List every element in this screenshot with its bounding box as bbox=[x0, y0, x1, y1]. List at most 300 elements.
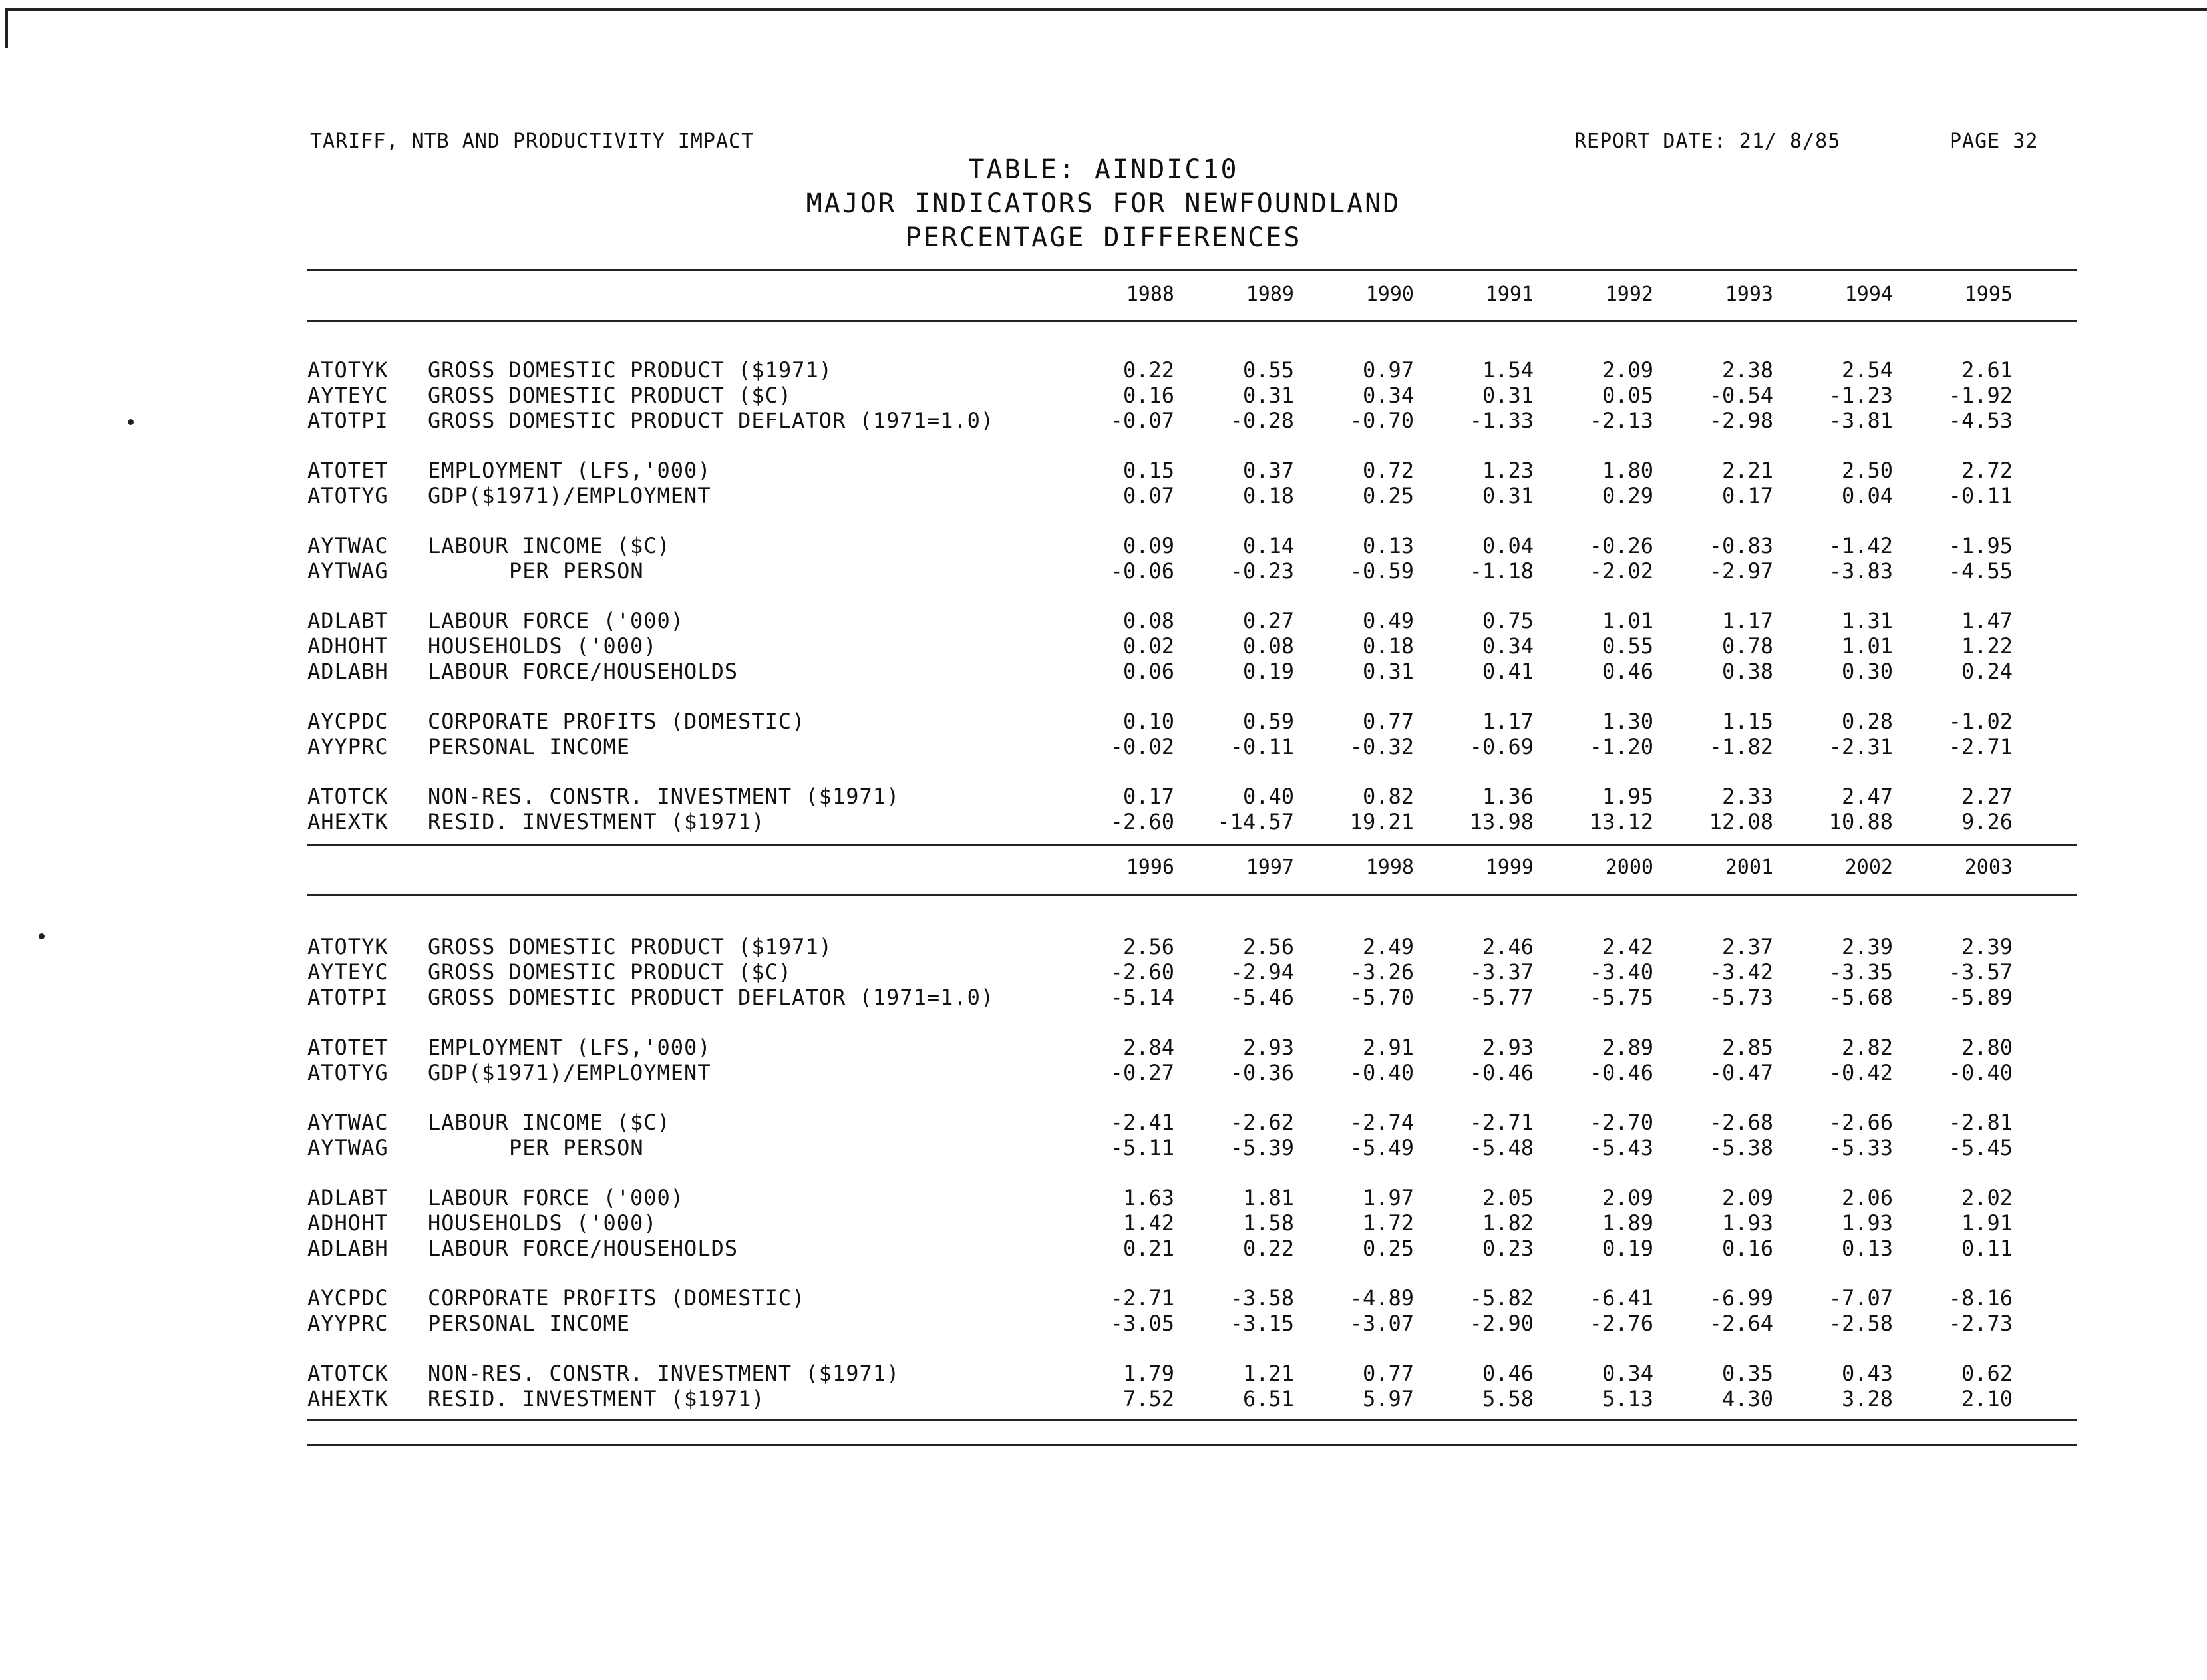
indicator-label: LABOUR FORCE/HOUSEHOLDS bbox=[428, 1236, 739, 1261]
indicator-code: AHEXTK bbox=[307, 809, 389, 834]
value-cell: 0.21 bbox=[1122, 1236, 1174, 1261]
value-cell: 13.12 bbox=[1589, 809, 1653, 834]
value-cell: -5.77 bbox=[1469, 985, 1534, 1010]
indicator-label: PERSONAL INCOME bbox=[428, 1311, 630, 1336]
value-cell: 2.85 bbox=[1721, 1035, 1773, 1060]
value-cell: -5.49 bbox=[1349, 1135, 1414, 1160]
value-cell: 0.43 bbox=[1841, 1361, 1893, 1386]
value-cell: -0.40 bbox=[1349, 1060, 1414, 1085]
value-cell: -0.54 bbox=[1709, 383, 1773, 408]
value-cell: -1.02 bbox=[1948, 709, 2013, 734]
value-cell: -5.43 bbox=[1589, 1135, 1653, 1160]
value-cell: -6.99 bbox=[1709, 1285, 1773, 1311]
indicator-code: AYTWAC bbox=[307, 533, 389, 558]
value-cell: 1.36 bbox=[1482, 784, 1534, 809]
indicator-code: ATOTPI bbox=[307, 408, 389, 433]
year-header-row bbox=[0, 856, 2207, 882]
value-cell: -1.18 bbox=[1469, 558, 1534, 584]
indicator-code: ADLABH bbox=[307, 659, 389, 684]
indicator-label: PER PERSON bbox=[509, 558, 644, 584]
value-cell: -0.11 bbox=[1948, 483, 2013, 508]
value-cell: 0.14 bbox=[1242, 533, 1294, 558]
table-row bbox=[0, 1236, 2207, 1260]
table-row bbox=[0, 734, 2207, 758]
value-cell: 2.37 bbox=[1721, 934, 1773, 959]
value-cell: 1.93 bbox=[1841, 1210, 1893, 1236]
value-cell: 1.54 bbox=[1482, 357, 1534, 383]
value-cell: -0.47 bbox=[1709, 1060, 1773, 1085]
indicator-label: GDP($1971)/EMPLOYMENT bbox=[428, 1060, 711, 1085]
value-cell: -0.40 bbox=[1948, 1060, 2013, 1085]
indicator-label: PERSONAL INCOME bbox=[428, 734, 630, 759]
table-title: TABLE: AINDIC10 bbox=[968, 154, 1239, 185]
value-cell: -3.05 bbox=[1110, 1311, 1174, 1336]
value-cell: -5.75 bbox=[1589, 985, 1653, 1010]
table-row bbox=[0, 809, 2207, 833]
indicator-label: NON-RES. CONSTR. INVESTMENT ($1971) bbox=[428, 1361, 900, 1386]
table-row bbox=[0, 1060, 2207, 1084]
value-cell: 0.97 bbox=[1362, 357, 1414, 383]
value-cell: 1.82 bbox=[1482, 1210, 1534, 1236]
indicator-code: AYTEYC bbox=[307, 959, 389, 985]
value-cell: 2.56 bbox=[1122, 934, 1174, 959]
value-cell: 0.24 bbox=[1961, 659, 2013, 684]
value-cell: 2.42 bbox=[1602, 934, 1653, 959]
table-row bbox=[0, 458, 2207, 482]
value-cell: -0.42 bbox=[1828, 1060, 1893, 1085]
value-cell: 0.06 bbox=[1122, 659, 1174, 684]
value-cell: 0.31 bbox=[1482, 383, 1534, 408]
value-cell: -0.46 bbox=[1589, 1060, 1653, 1085]
value-cell: 0.62 bbox=[1961, 1361, 2013, 1386]
value-cell: 0.05 bbox=[1602, 383, 1653, 408]
value-cell: 9.26 bbox=[1961, 809, 2013, 834]
value-cell: 0.04 bbox=[1841, 483, 1893, 508]
table-rule bbox=[307, 1419, 2077, 1421]
table-row bbox=[0, 558, 2207, 582]
indicator-label: LABOUR INCOME ($C) bbox=[428, 533, 671, 558]
value-cell: 1.63 bbox=[1122, 1185, 1174, 1210]
value-cell: 2.93 bbox=[1242, 1035, 1294, 1060]
value-cell: 2.10 bbox=[1961, 1386, 2013, 1411]
value-cell: 0.31 bbox=[1362, 659, 1414, 684]
value-cell: 0.28 bbox=[1841, 709, 1893, 734]
year-header: 1989 bbox=[1246, 283, 1294, 306]
value-cell: 0.59 bbox=[1242, 709, 1294, 734]
value-cell: -5.39 bbox=[1230, 1135, 1294, 1160]
indicator-label: LABOUR FORCE ('000) bbox=[428, 608, 685, 633]
table-row bbox=[0, 483, 2207, 507]
value-cell: 0.19 bbox=[1602, 1236, 1653, 1261]
year-header: 1988 bbox=[1126, 283, 1174, 306]
value-cell: 0.75 bbox=[1482, 608, 1534, 633]
table-row bbox=[0, 1285, 2207, 1309]
value-cell: 2.05 bbox=[1482, 1185, 1534, 1210]
value-cell: 1.42 bbox=[1122, 1210, 1174, 1236]
value-cell: 2.09 bbox=[1602, 1185, 1653, 1210]
indicator-code: AYTWAC bbox=[307, 1110, 389, 1135]
value-cell: 0.18 bbox=[1242, 483, 1294, 508]
value-cell: -5.73 bbox=[1709, 985, 1773, 1010]
value-cell: 2.38 bbox=[1721, 357, 1773, 383]
value-cell: 2.49 bbox=[1362, 934, 1414, 959]
value-cell: -14.57 bbox=[1217, 809, 1294, 834]
indicator-label: GROSS DOMESTIC PRODUCT DEFLATOR (1971=1.0) bbox=[428, 408, 995, 433]
value-cell: -0.59 bbox=[1349, 558, 1414, 584]
indicator-code: ATOTYG bbox=[307, 1060, 389, 1085]
value-cell: -8.16 bbox=[1948, 1285, 2013, 1311]
value-cell: 0.31 bbox=[1482, 483, 1534, 508]
value-cell: -0.26 bbox=[1589, 533, 1653, 558]
year-header: 2000 bbox=[1605, 856, 1653, 879]
value-cell: -3.26 bbox=[1349, 959, 1414, 985]
value-cell: 0.11 bbox=[1961, 1236, 2013, 1261]
indicator-label: CORPORATE PROFITS (DOMESTIC) bbox=[428, 709, 806, 734]
indicator-label: LABOUR FORCE ('000) bbox=[428, 1185, 685, 1210]
value-cell: -2.68 bbox=[1709, 1110, 1773, 1135]
indicator-label: RESID. INVESTMENT ($1971) bbox=[428, 1386, 765, 1411]
value-cell: 1.23 bbox=[1482, 458, 1534, 483]
value-cell: 2.39 bbox=[1841, 934, 1893, 959]
value-cell: 0.34 bbox=[1482, 633, 1534, 659]
indicator-label: GROSS DOMESTIC PRODUCT ($C) bbox=[428, 383, 792, 408]
indicator-code: ADHOHT bbox=[307, 633, 389, 659]
value-cell: 0.15 bbox=[1122, 458, 1174, 483]
year-header: 2002 bbox=[1844, 856, 1893, 879]
indicator-label: GDP($1971)/EMPLOYMENT bbox=[428, 483, 711, 508]
value-cell: -2.41 bbox=[1110, 1110, 1174, 1135]
value-cell: -3.35 bbox=[1828, 959, 1893, 985]
year-header: 2003 bbox=[1964, 856, 2013, 879]
indicator-code: ATOTET bbox=[307, 458, 389, 483]
value-cell: 1.21 bbox=[1242, 1361, 1294, 1386]
value-cell: 2.72 bbox=[1961, 458, 2013, 483]
value-cell: 13.98 bbox=[1469, 809, 1534, 834]
value-cell: 0.29 bbox=[1602, 483, 1653, 508]
value-cell: 1.79 bbox=[1122, 1361, 1174, 1386]
indicator-code: AYTWAG bbox=[307, 1135, 389, 1160]
value-cell: 1.47 bbox=[1961, 608, 2013, 633]
value-cell: -5.70 bbox=[1349, 985, 1414, 1010]
indicator-code: ADLABT bbox=[307, 1185, 389, 1210]
year-header: 1995 bbox=[1964, 283, 2013, 306]
value-cell: -1.33 bbox=[1469, 408, 1534, 433]
value-cell: 2.27 bbox=[1961, 784, 2013, 809]
value-cell: 1.81 bbox=[1242, 1185, 1294, 1210]
value-cell: -2.60 bbox=[1110, 959, 1174, 985]
table-row bbox=[0, 709, 2207, 733]
value-cell: 0.17 bbox=[1721, 483, 1773, 508]
value-cell: 0.02 bbox=[1122, 633, 1174, 659]
value-cell: -0.36 bbox=[1230, 1060, 1294, 1085]
table-row bbox=[0, 633, 2207, 657]
value-cell: 10.88 bbox=[1828, 809, 1893, 834]
year-header: 1997 bbox=[1246, 856, 1294, 879]
value-cell: -2.71 bbox=[1110, 1285, 1174, 1311]
value-cell: -1.82 bbox=[1709, 734, 1773, 759]
value-cell: -2.90 bbox=[1469, 1311, 1534, 1336]
year-header-row bbox=[0, 283, 2207, 309]
value-cell: 0.77 bbox=[1362, 709, 1414, 734]
value-cell: -1.20 bbox=[1589, 734, 1653, 759]
indicator-code: AYTEYC bbox=[307, 383, 389, 408]
value-cell: -2.60 bbox=[1110, 809, 1174, 834]
value-cell: 0.10 bbox=[1122, 709, 1174, 734]
value-cell: -0.27 bbox=[1110, 1060, 1174, 1085]
value-cell: -0.23 bbox=[1230, 558, 1294, 584]
value-cell: 2.80 bbox=[1961, 1035, 2013, 1060]
indicator-label: HOUSEHOLDS ('000) bbox=[428, 633, 657, 659]
value-cell: 0.55 bbox=[1602, 633, 1653, 659]
indicator-label: CORPORATE PROFITS (DOMESTIC) bbox=[428, 1285, 806, 1311]
value-cell: -5.89 bbox=[1948, 985, 2013, 1010]
value-cell: -1.23 bbox=[1828, 383, 1893, 408]
indicator-label: LABOUR INCOME ($C) bbox=[428, 1110, 671, 1135]
value-cell: 0.30 bbox=[1841, 659, 1893, 684]
table-subtitle: MAJOR INDICATORS FOR NEWFOUNDLAND bbox=[806, 188, 1401, 219]
table-row bbox=[0, 357, 2207, 381]
indicator-code: ADHOHT bbox=[307, 1210, 389, 1236]
scan-left-border bbox=[5, 8, 8, 48]
page-number: PAGE 32 bbox=[1950, 130, 2039, 153]
value-cell: 0.49 bbox=[1362, 608, 1414, 633]
table-row bbox=[0, 608, 2207, 632]
indicator-label: PER PERSON bbox=[509, 1135, 644, 1160]
value-cell: 1.97 bbox=[1362, 1185, 1414, 1210]
indicator-code: AYTWAG bbox=[307, 558, 389, 584]
value-cell: 19.21 bbox=[1349, 809, 1414, 834]
value-cell: 1.91 bbox=[1961, 1210, 2013, 1236]
value-cell: -7.07 bbox=[1828, 1285, 1893, 1311]
value-cell: 1.58 bbox=[1242, 1210, 1294, 1236]
value-cell: -2.13 bbox=[1589, 408, 1653, 433]
table-row bbox=[0, 1110, 2207, 1134]
value-cell: 0.07 bbox=[1122, 483, 1174, 508]
table-row bbox=[0, 1361, 2207, 1385]
value-cell: -1.92 bbox=[1948, 383, 2013, 408]
table-row bbox=[0, 383, 2207, 407]
value-cell: -2.70 bbox=[1589, 1110, 1653, 1135]
report-heading: TARIFF, NTB AND PRODUCTIVITY IMPACT bbox=[310, 130, 755, 153]
value-cell: -0.07 bbox=[1110, 408, 1174, 433]
value-cell: -3.42 bbox=[1709, 959, 1773, 985]
value-cell: 0.16 bbox=[1721, 1236, 1773, 1261]
value-cell: 2.82 bbox=[1841, 1035, 1893, 1060]
value-cell: 1.31 bbox=[1841, 608, 1893, 633]
value-cell: 0.18 bbox=[1362, 633, 1414, 659]
value-cell: 0.25 bbox=[1362, 1236, 1414, 1261]
indicator-label: LABOUR FORCE/HOUSEHOLDS bbox=[428, 659, 739, 684]
value-cell: 0.34 bbox=[1602, 1361, 1653, 1386]
value-cell: 5.97 bbox=[1362, 1386, 1414, 1411]
value-cell: 0.16 bbox=[1122, 383, 1174, 408]
value-cell: 4.30 bbox=[1721, 1386, 1773, 1411]
value-cell: 2.47 bbox=[1841, 784, 1893, 809]
value-cell: 3.28 bbox=[1841, 1386, 1893, 1411]
value-cell: -3.83 bbox=[1828, 558, 1893, 584]
indicator-code: ATOTET bbox=[307, 1035, 389, 1060]
value-cell: -2.71 bbox=[1469, 1110, 1534, 1135]
value-cell: -3.40 bbox=[1589, 959, 1653, 985]
year-header: 1994 bbox=[1844, 283, 1893, 306]
value-cell: 2.84 bbox=[1122, 1035, 1174, 1060]
value-cell: 6.51 bbox=[1242, 1386, 1294, 1411]
value-cell: -2.62 bbox=[1230, 1110, 1294, 1135]
value-cell: -3.15 bbox=[1230, 1311, 1294, 1336]
value-cell: 1.89 bbox=[1602, 1210, 1653, 1236]
value-cell: -5.46 bbox=[1230, 985, 1294, 1010]
table-rule bbox=[307, 844, 2077, 846]
value-cell: 1.72 bbox=[1362, 1210, 1414, 1236]
value-cell: -5.48 bbox=[1469, 1135, 1534, 1160]
value-cell: 0.38 bbox=[1721, 659, 1773, 684]
value-cell: 1.30 bbox=[1602, 709, 1653, 734]
value-cell: -2.74 bbox=[1349, 1110, 1414, 1135]
report-date: REPORT DATE: 21/ 8/85 bbox=[1574, 130, 1841, 153]
value-cell: 1.01 bbox=[1602, 608, 1653, 633]
indicator-code: ATOTYK bbox=[307, 934, 389, 959]
value-cell: 1.80 bbox=[1602, 458, 1653, 483]
value-cell: -2.64 bbox=[1709, 1311, 1773, 1336]
value-cell: 0.55 bbox=[1242, 357, 1294, 383]
value-cell: 2.06 bbox=[1841, 1185, 1893, 1210]
value-cell: -0.83 bbox=[1709, 533, 1773, 558]
value-cell: -0.11 bbox=[1230, 734, 1294, 759]
value-cell: 1.93 bbox=[1721, 1210, 1773, 1236]
table-rule bbox=[307, 894, 2077, 896]
value-cell: 0.09 bbox=[1122, 533, 1174, 558]
value-cell: -2.02 bbox=[1589, 558, 1653, 584]
value-cell: -5.11 bbox=[1110, 1135, 1174, 1160]
value-cell: -2.76 bbox=[1589, 1311, 1653, 1336]
indicator-code: AYYPRC bbox=[307, 1311, 389, 1336]
table-row bbox=[0, 1035, 2207, 1059]
year-header: 1999 bbox=[1485, 856, 1534, 879]
indicator-label: HOUSEHOLDS ('000) bbox=[428, 1210, 657, 1236]
value-cell: 5.13 bbox=[1602, 1386, 1653, 1411]
value-cell: 7.52 bbox=[1122, 1386, 1174, 1411]
table-row bbox=[0, 985, 2207, 1009]
indicator-code: AYCPDC bbox=[307, 709, 389, 734]
value-cell: -2.58 bbox=[1828, 1311, 1893, 1336]
table-rule bbox=[307, 320, 2077, 322]
value-cell: -0.70 bbox=[1349, 408, 1414, 433]
value-cell: 2.46 bbox=[1482, 934, 1534, 959]
value-cell: -3.57 bbox=[1948, 959, 2013, 985]
value-cell: 0.25 bbox=[1362, 483, 1414, 508]
year-header: 1990 bbox=[1365, 283, 1414, 306]
value-cell: 0.77 bbox=[1362, 1361, 1414, 1386]
value-cell: 0.40 bbox=[1242, 784, 1294, 809]
value-cell: 0.35 bbox=[1721, 1361, 1773, 1386]
year-header: 1993 bbox=[1725, 283, 1773, 306]
value-cell: 0.78 bbox=[1721, 633, 1773, 659]
value-cell: 12.08 bbox=[1709, 809, 1773, 834]
value-cell: 1.22 bbox=[1961, 633, 2013, 659]
table-row bbox=[0, 784, 2207, 808]
scan-top-border bbox=[7, 8, 2207, 11]
value-cell: 2.89 bbox=[1602, 1035, 1653, 1060]
table-row bbox=[0, 408, 2207, 432]
indicator-code: ATOTYG bbox=[307, 483, 389, 508]
value-cell: 2.54 bbox=[1841, 357, 1893, 383]
value-cell: 0.41 bbox=[1482, 659, 1534, 684]
value-cell: 0.31 bbox=[1242, 383, 1294, 408]
value-cell: 1.01 bbox=[1841, 633, 1893, 659]
table-rule bbox=[307, 1444, 2077, 1446]
table-rule bbox=[307, 269, 2077, 271]
indicator-label: GROSS DOMESTIC PRODUCT ($1971) bbox=[428, 934, 832, 959]
value-cell: -2.73 bbox=[1948, 1311, 2013, 1336]
table-row bbox=[0, 533, 2207, 557]
value-cell: -2.94 bbox=[1230, 959, 1294, 985]
value-cell: -2.97 bbox=[1709, 558, 1773, 584]
value-cell: -2.31 bbox=[1828, 734, 1893, 759]
table-row bbox=[0, 1185, 2207, 1209]
indicator-code: AHEXTK bbox=[307, 1386, 389, 1411]
value-cell: -2.66 bbox=[1828, 1110, 1893, 1135]
value-cell: -0.02 bbox=[1110, 734, 1174, 759]
indicator-code: ATOTYK bbox=[307, 357, 389, 383]
value-cell: -2.71 bbox=[1948, 734, 2013, 759]
value-cell: -4.53 bbox=[1948, 408, 2013, 433]
indicator-code: ATOTCK bbox=[307, 784, 389, 809]
value-cell: 1.15 bbox=[1721, 709, 1773, 734]
value-cell: 0.82 bbox=[1362, 784, 1414, 809]
indicator-code: ADLABH bbox=[307, 1236, 389, 1261]
value-cell: -4.55 bbox=[1948, 558, 2013, 584]
table-row bbox=[0, 1210, 2207, 1234]
table-row bbox=[0, 1135, 2207, 1159]
value-cell: -0.46 bbox=[1469, 1060, 1534, 1085]
value-cell: 0.19 bbox=[1242, 659, 1294, 684]
year-header: 2001 bbox=[1725, 856, 1773, 879]
indicator-code: ATOTCK bbox=[307, 1361, 389, 1386]
value-cell: -3.07 bbox=[1349, 1311, 1414, 1336]
value-cell: 2.02 bbox=[1961, 1185, 2013, 1210]
value-cell: 2.56 bbox=[1242, 934, 1294, 959]
value-cell: 1.17 bbox=[1482, 709, 1534, 734]
value-cell: 0.22 bbox=[1242, 1236, 1294, 1261]
year-header: 1991 bbox=[1485, 283, 1534, 306]
value-cell: 0.22 bbox=[1122, 357, 1174, 383]
value-cell: 0.13 bbox=[1362, 533, 1414, 558]
table-row bbox=[0, 1311, 2207, 1335]
year-header: 1998 bbox=[1365, 856, 1414, 879]
indicator-label: NON-RES. CONSTR. INVESTMENT ($1971) bbox=[428, 784, 900, 809]
value-cell: 0.08 bbox=[1122, 608, 1174, 633]
value-cell: 0.34 bbox=[1362, 383, 1414, 408]
indicator-code: AYYPRC bbox=[307, 734, 389, 759]
table-row bbox=[0, 659, 2207, 683]
value-cell: 0.13 bbox=[1841, 1236, 1893, 1261]
value-cell: 0.23 bbox=[1482, 1236, 1534, 1261]
value-cell: -4.89 bbox=[1349, 1285, 1414, 1311]
value-cell: 2.09 bbox=[1721, 1185, 1773, 1210]
indicator-label: EMPLOYMENT (LFS,'000) bbox=[428, 1035, 711, 1060]
value-cell: -3.81 bbox=[1828, 408, 1893, 433]
value-cell: 0.37 bbox=[1242, 458, 1294, 483]
value-cell: 0.46 bbox=[1602, 659, 1653, 684]
value-cell: -5.14 bbox=[1110, 985, 1174, 1010]
value-cell: 2.50 bbox=[1841, 458, 1893, 483]
value-cell: -5.38 bbox=[1709, 1135, 1773, 1160]
value-cell: -5.45 bbox=[1948, 1135, 2013, 1160]
value-cell: 2.91 bbox=[1362, 1035, 1414, 1060]
indicator-label: GROSS DOMESTIC PRODUCT DEFLATOR (1971=1.0) bbox=[428, 985, 995, 1010]
value-cell: -2.98 bbox=[1709, 408, 1773, 433]
value-cell: 0.27 bbox=[1242, 608, 1294, 633]
